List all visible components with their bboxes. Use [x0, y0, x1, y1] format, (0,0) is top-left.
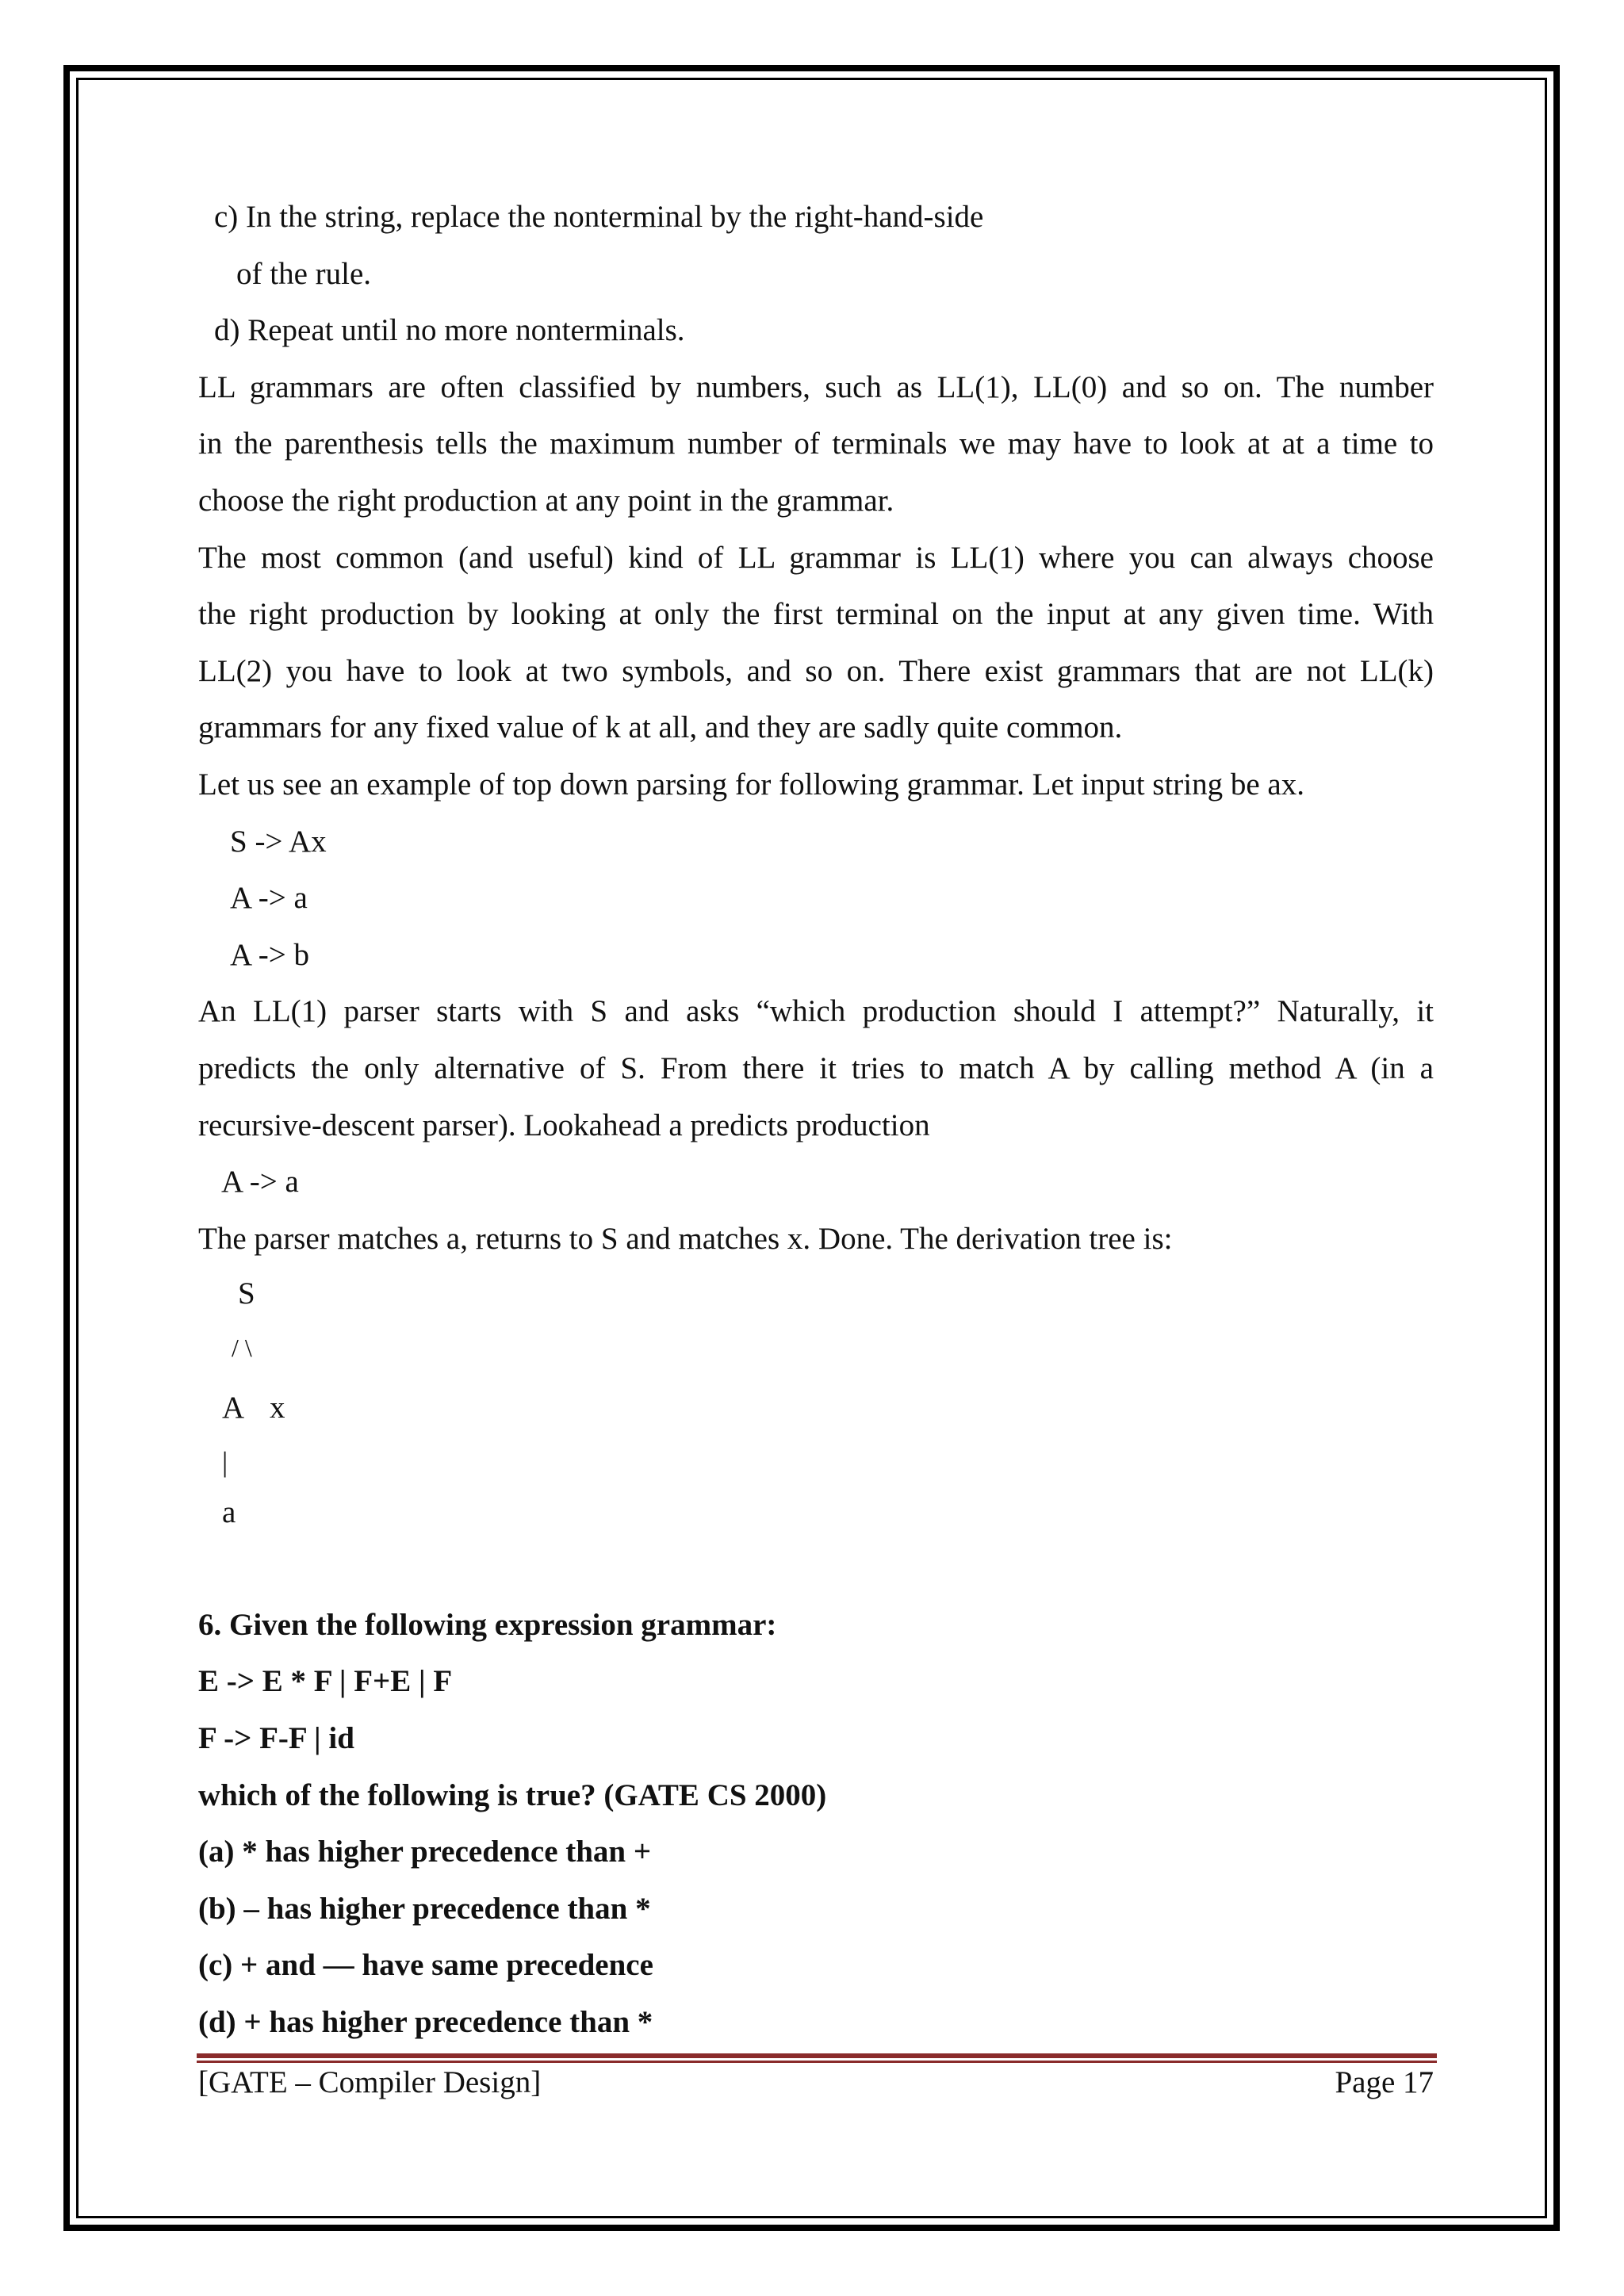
tree-pipe: |	[222, 1446, 228, 1479]
grammar-rule-2: A -> a	[230, 881, 308, 916]
footer-title: [GATE – Compiler Design]	[198, 2065, 542, 2099]
para4-line3: recursive-descent parser). Lookahead a predicts production	[198, 1108, 930, 1142]
para3: Let us see an example of top down parsing for following grammar. Let input string be ax.	[198, 767, 1304, 802]
para4-line1: An LL(1) parser starts with S and asks “which production should I attempt?” Naturally, it	[198, 994, 1434, 1029]
tree-root: S	[238, 1276, 255, 1311]
para1-line1: LL grammars are often classified by numbers, such as LL(1), LL(0) and so on. The number	[198, 369, 1434, 404]
tree-left-node: A	[222, 1391, 245, 1425]
option-b: (b) – has higher precedence than *	[198, 1891, 651, 1926]
question-rule-1: E -> E * F | F+E | F	[198, 1664, 453, 1699]
tree-leaf: a	[222, 1495, 236, 1530]
option-c: (c) + and — have same precedence	[198, 1948, 653, 1983]
para5: The parser matches a, returns to S and matches x. Done. The derivation tree is:	[198, 1221, 1173, 1256]
grammar-rule-3: A -> b	[230, 937, 309, 972]
para2-line4: grammars for any fixed value of k at all, and they are sadly quite common.	[198, 710, 1123, 745]
option-d: (d) + has higher precedence than *	[198, 2005, 653, 2040]
para1-line3: choose the right production at any point in the grammar.	[198, 483, 894, 518]
para4-line2: predicts the only alternative of S. From there it tries to match A by calling method A (in a	[198, 1050, 1434, 1085]
question-title: 6. Given the following expression grammar:	[198, 1607, 777, 1642]
grammar-rule-1: S -> Ax	[230, 824, 327, 859]
tree-right-node: x	[270, 1391, 285, 1425]
para2-line2: the right production by looking at only the first terminal on the input at any given time. With	[198, 597, 1434, 632]
question-prompt: which of the following is true? (GATE CS 2000)	[198, 1777, 827, 1812]
step-d: d) Repeat until no more nonterminals.	[214, 313, 685, 348]
lookahead-production: A -> a	[221, 1165, 299, 1200]
footer-rule	[197, 2053, 1437, 2063]
para2-line1: The most common (and useful) kind of LL grammar is LL(1) where you can always choose	[198, 540, 1434, 575]
page-footer	[198, 2064, 1434, 2100]
tree-branch: / \	[232, 1334, 252, 1363]
question-rule-2: F -> F-F | id	[198, 1721, 354, 1756]
para1-line2: in the parenthesis tells the maximum number of terminals we may have to look at at a time to	[198, 427, 1434, 461]
page-number: Page 17	[1335, 2065, 1434, 2099]
derivation-tree	[198, 1267, 1434, 1497]
page-content	[198, 189, 1434, 2051]
step-c-line1: c) In the string, replace the nonterminal by the right-hand-side	[214, 200, 984, 234]
step-c-line2: of the rule.	[236, 256, 372, 291]
option-a: (a) * has higher precedence than +	[198, 1835, 652, 1869]
para2-line3: LL(2) you have to look at two symbols, and so on. There exist grammars that are not LL(k)	[198, 653, 1434, 688]
